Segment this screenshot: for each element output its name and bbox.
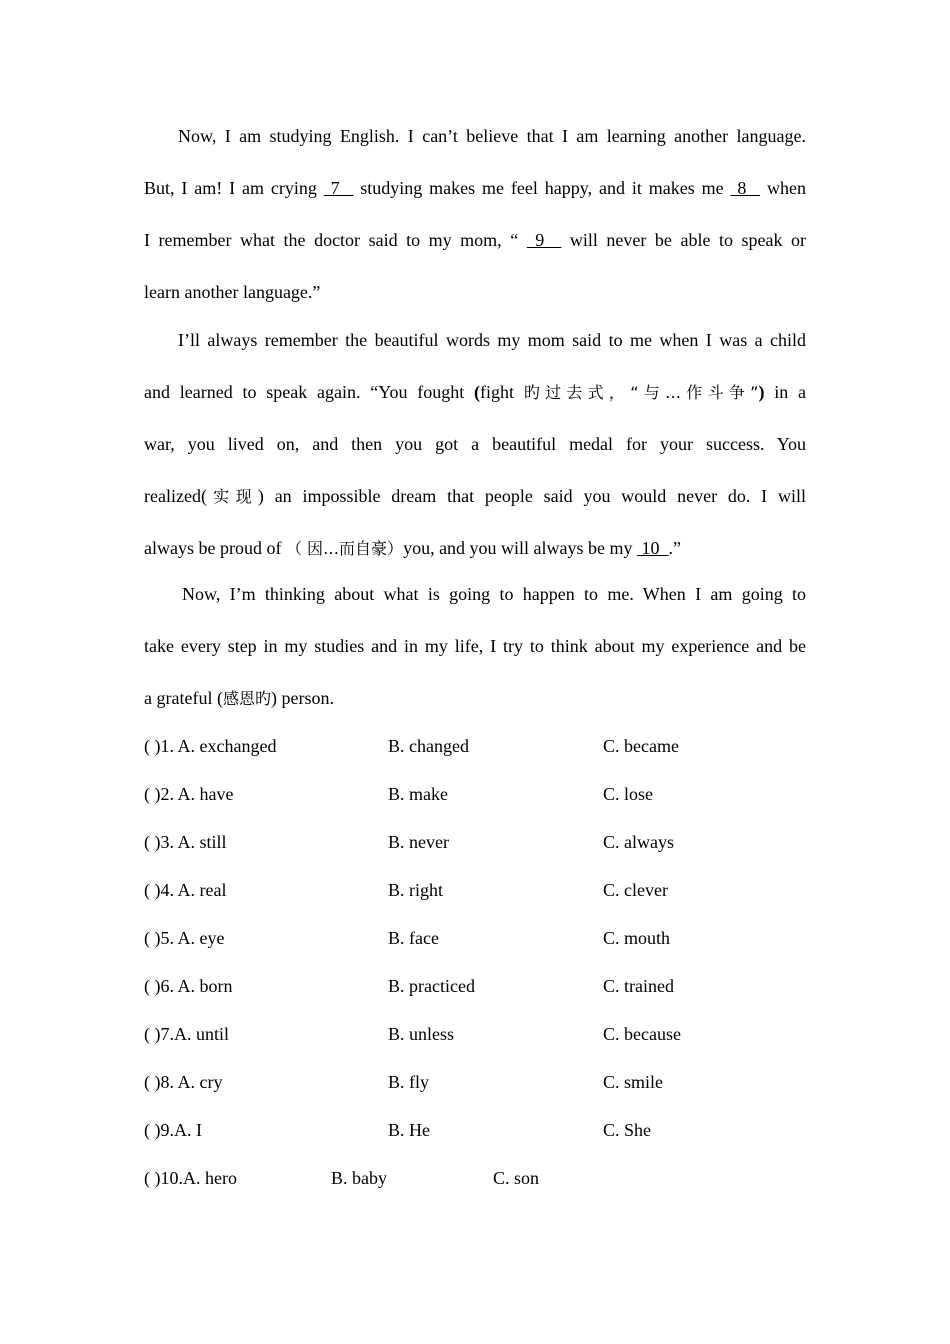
question-number-option-a: ( )9.A. I: [144, 1120, 202, 1140]
blank-9: 9: [526, 230, 562, 250]
paragraph-2-line-2: and learned to speak again. “You fought (fight 旳过去式，“与…作斗争”) in a: [144, 382, 806, 402]
option-c: C. always: [603, 832, 674, 852]
paragraph-2-line-5: always be proud of （ 因…而自豪）you, and you will always be my 10 .”: [144, 538, 682, 558]
question-number-option-a: ( )6. A. born: [144, 976, 233, 996]
option-b: B. right: [388, 880, 444, 900]
blank-8: 8: [730, 178, 761, 198]
paragraph-1-line-3: I remember what the doctor said to my mom, “ 9 will never be able to speak or: [144, 230, 807, 250]
paragraph-1-line-4: learn another language.”: [144, 282, 321, 302]
option-b: B. fly: [388, 1072, 430, 1092]
paragraph-1-line-1: Now, I am studying English. I can’t believe that I am learning another language.: [178, 126, 806, 146]
question-number-option-a: ( )2. A. have: [144, 784, 234, 804]
paragraph-2-line-1: I’ll always remember the beautiful words my mom said to me when I was a child: [178, 330, 806, 350]
option-c: C. trained: [603, 976, 674, 996]
question-number-option-a: ( )8. A. cry: [144, 1072, 223, 1092]
paragraph-1-line-2: But, I am! I am crying 7 studying makes me feel happy, and it makes me 8 when: [144, 178, 806, 198]
option-c: C. became: [603, 736, 679, 756]
paragraph-3-line-1: Now, I’m thinking about what is going to happen to me. When I am going to: [182, 584, 806, 604]
option-b: B. make: [388, 784, 448, 804]
blank-7: 7: [323, 178, 354, 198]
question-number-option-a: ( )10.A. hero: [144, 1168, 237, 1188]
option-c: C. son: [493, 1168, 540, 1188]
option-c: C. lose: [603, 784, 654, 804]
question-number-option-a: ( )1. A. exchanged: [144, 736, 277, 756]
question-number-option-a: ( )4. A. real: [144, 880, 227, 900]
option-b: B. baby: [331, 1168, 387, 1188]
paragraph-2-line-4: realized(实现) an impossible dream that people said you would never do. I will: [144, 486, 806, 506]
blank-10: 10: [637, 538, 669, 558]
option-c: C. smile: [603, 1072, 664, 1092]
option-b: B. never: [388, 832, 449, 852]
option-c: C. mouth: [603, 928, 671, 948]
option-b: B. practiced: [388, 976, 475, 996]
option-b: B. He: [388, 1120, 430, 1140]
option-b: B. face: [388, 928, 439, 948]
paragraph-3-line-2: take every step in my studies and in my life, I try to think about my experience and be: [144, 636, 806, 656]
option-b: B. changed: [388, 736, 469, 756]
question-number-option-a: ( )5. A. eye: [144, 928, 225, 948]
paragraph-3-line-3: a grateful (感恩旳) person.: [144, 688, 334, 708]
question-number-option-a: ( )3. A. still: [144, 832, 227, 852]
option-c: C. She: [603, 1120, 652, 1140]
option-c: C. because: [603, 1024, 681, 1044]
option-b: B. unless: [388, 1024, 455, 1044]
question-number-option-a: ( )7.A. until: [144, 1024, 229, 1044]
option-c: C. clever: [603, 880, 668, 900]
paragraph-2-line-3: war, you lived on, and then you got a beautiful medal for your success. You: [144, 434, 806, 454]
